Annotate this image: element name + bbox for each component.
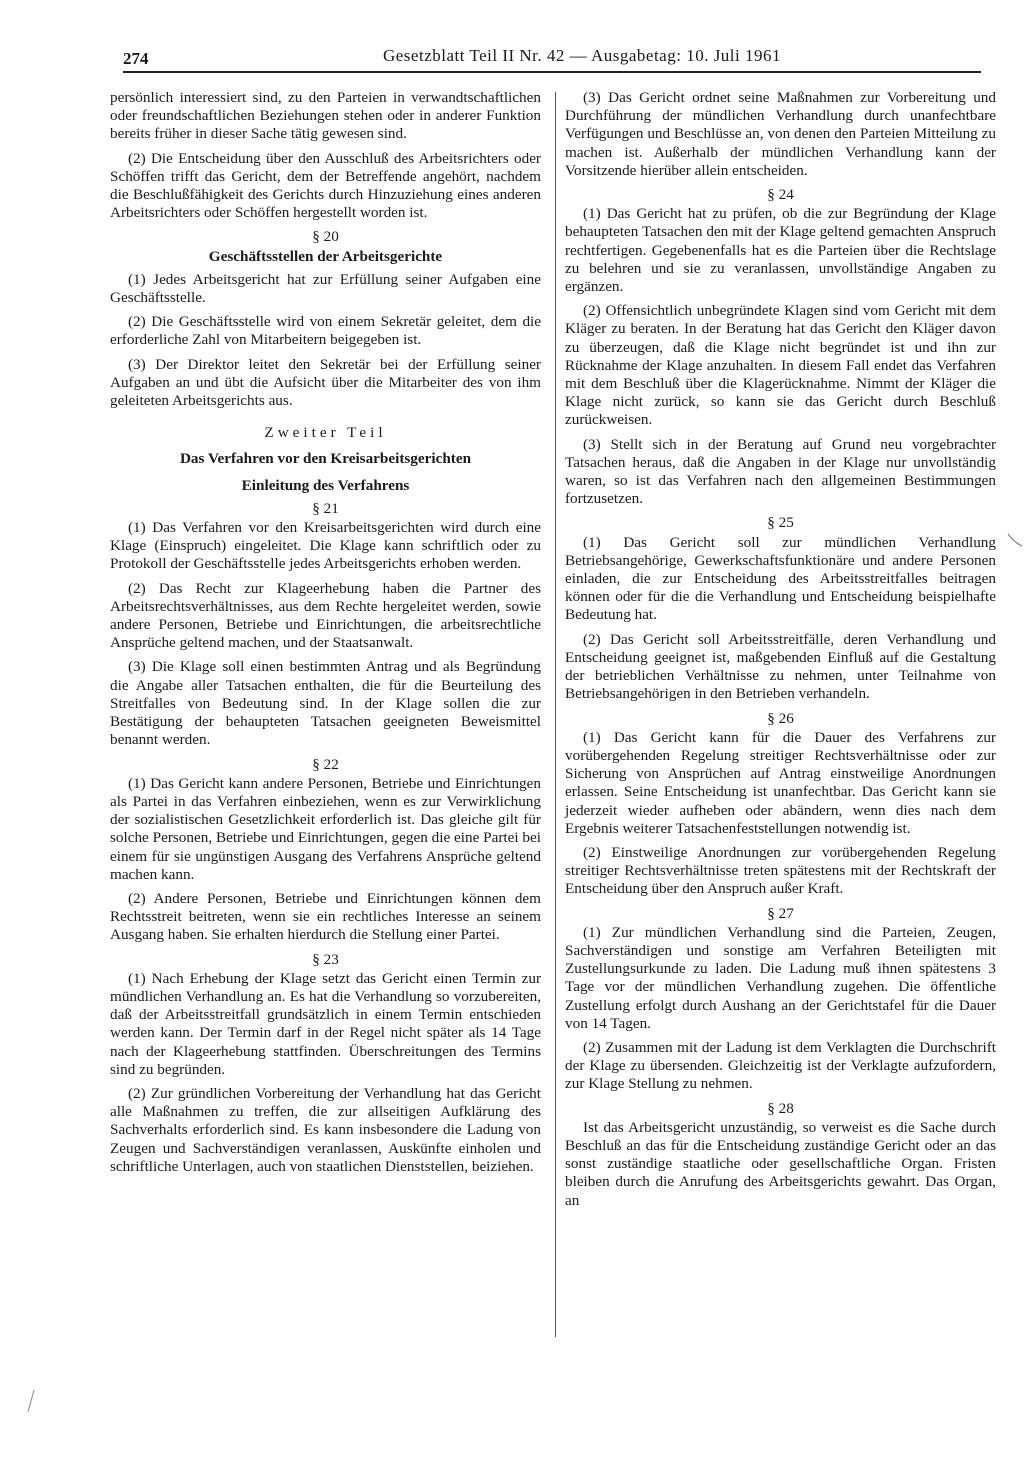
paragraph: (3) Stellt sich in der Beratung auf Grund neu vorgebrachter Tatsachen heraus, daß die Angaben in der Klage nur unvollständig waren, so ist das Verfahren nach den allgemeinen Bestimmungen fortzusetzen. bbox=[565, 435, 996, 508]
section-number: § 28 bbox=[767, 1099, 794, 1117]
section-number: § 22 bbox=[312, 755, 339, 773]
paragraph: (1) Das Verfahren vor den Kreisarbeitsgerichten wird durch eine Klage (Einspruch) eingeleitet. Die Klage kann schriftlich oder zu Protokoll der Geschäftsstelle jedes Arbeitsgerichts erhoben werden. bbox=[110, 519, 541, 573]
header-rule bbox=[123, 71, 981, 73]
paragraph: (2) Andere Personen, Betriebe und Einrichtungen können dem Rechtsstreit beitreten, wenn sie ein rechtliches Interesse an seinem Ausgang haben. Sie erhalten hierdurch die Stellung einer Partei. bbox=[110, 889, 541, 944]
paragraph: (1) Das Gericht soll zur mündlichen Verhandlung Betriebsangehörige, Gewerkschaftsfunktionäre und andere Personen einladen, die zur Entscheidung des Arbeitsstreitfalles beitragen können oder für die die Verhandlung und Entscheidung beispielhafte Bedeutung hat. bbox=[565, 533, 996, 624]
paragraph: (2) Zusammen mit der Ladung ist dem Verklagten die Durchschrift der Klage zu übersenden. Gleichzeitig ist der Verklagte aufzufordern, zur Klage Stellung zu nehmen. bbox=[565, 1038, 996, 1093]
paragraph: Ist das Arbeitsgericht unzuständig, so verweist es die Sache durch Beschluß an das für die Entscheidung zuständige Gericht oder an das sonst zuständige staatliche oder gesellschaftliche Organ. Fristen bleiben durch die Anrufung des Arbeitsgerichts gewahrt. Das Organ, an bbox=[565, 1118, 996, 1209]
paragraph: (2) Einstweilige Anordnungen zur vorübergehenden Regelung streitiger Rechtsverhältnisse treten spätestens mit der Rechtskraft der Entscheidung über den Anspruch außer Kraft. bbox=[565, 843, 996, 898]
paragraph: (2) Offensichtlich unbegründete Klagen sind vom Gericht mit dem Kläger zu beraten. In der Beratung hat das Gericht den Kläger davon zu überzeugen, daß die Klage nicht begründet ist und ihn zur Rücknahme der Klage anzuhalten. In diesem Fall endet das Verfahren mit dem Beschluß über die Klagerücknahme. Nimmt der Kläger die Klage nicht zurück, so kann sie das Gericht durch Beschluß zurückweisen. bbox=[565, 302, 996, 429]
paragraph: (2) Das Recht zur Klageerhebung haben die Partner des Arbeitsrechtsverhältnisses, aus dem Rechte hergeleitet werden, sowie andere Personen, Betriebe und Einrichtungen, die arbeitsrechtliche Ansprüche geltend machen, und der Staatsanwalt. bbox=[110, 579, 541, 652]
paragraph: (3) Die Klage soll einen bestimmten Antrag und als Begründung die Angabe aller Tatsachen enthalten, die für die Beurteilung des Streitfalles von Bedeutung sind. In der Klage sollen die zur Bestätigung der behaupteten Tatsachen geeigneten Beweismittel benannt werden. bbox=[110, 658, 541, 749]
running-title: Gesetzblatt Teil II Nr. 42 — Ausgabetag: 10. Juli 1961 bbox=[382, 46, 782, 65]
section-number: § 20 bbox=[312, 228, 339, 246]
scan-mark bbox=[26, 1388, 36, 1414]
section-number: § 23 bbox=[312, 950, 339, 968]
left-column bbox=[110, 89, 541, 1182]
paragraph: (1) Nach Erhebung der Klage setzt das Gericht einen Termin zur mündlichen Verhandlung an. Es hat die Verhandlung so vorzubereiten, daß der Arbeitsstreitfall grundsätzlich in einem Termin entschieden werden kann. Der Termin darf in der Regel nicht später als 14 Tage nach der Klageerhebung stattfinden. Überschreitungen des Termins sind zu begründen. bbox=[110, 969, 541, 1078]
paragraph: (3) Der Direktor leitet den Sekretär bei der Erfüllung seiner Aufgaben an und übt die Aufsicht über die Mitarbeiter des von ihm geleiteten Arbeitsgerichts aus. bbox=[110, 355, 541, 410]
section-number: § 27 bbox=[767, 904, 794, 922]
section-number: § 21 bbox=[312, 499, 339, 517]
paragraph: (2) Zur gründlichen Vorbereitung der Verhandlung hat das Gericht alle Maßnahmen zu treffen, die zur allseitigen Aufklärung des Sachverhalts erforderlich sind. Es kann insbesondere die Ladung von Zeugen und Sachverständigen veranlassen, Auskünfte einholen und schriftliche Unterlagen, auch von staatlichen Dienststellen, beiziehen. bbox=[110, 1084, 541, 1175]
paragraph: (2) Die Entscheidung über den Ausschluß des Arbeitsrichters oder Schöffen trifft das Gericht, dem der Betreffende angehört, nachdem die Beschlußfähigkeit des Gerichts durch Hinzuziehung eines anderen Arbeitsrichters oder Schöffen hergestellt worden ist. bbox=[110, 149, 541, 222]
part-title: Das Verfahren vor den Kreisarbeitsgerichten bbox=[179, 450, 472, 468]
column-divider bbox=[555, 92, 556, 1337]
part-heading: Zweiter Teil bbox=[264, 424, 387, 442]
paragraph: persönlich interessiert sind, zu den Parteien in verwandtschaftlichen oder freundschaftlichen Beziehungen stehen oder in anderer Funktion bereits früher in dieser Sache tätig gewesen sind. bbox=[110, 89, 541, 143]
section-number: § 26 bbox=[767, 709, 794, 727]
section-heading: Geschäftsstellen der Arbeitsgerichte bbox=[208, 247, 443, 265]
paragraph: (1) Zur mündlichen Verhandlung sind die Parteien, Zeugen, Sachverständigen und sonstige am Verfahren Beteiligten mit Zustellungsurkunde zu laden. Die Ladung muß ihnen spätestens 3 Tage vor der mündlichen Verhandlung zugehen. Die öffentliche Zustellung erfolgt durch Aushang an der Gerichtstafel für die Dauer von 14 Tagen. bbox=[565, 923, 996, 1032]
right-column bbox=[565, 89, 996, 1216]
scan-mark bbox=[1006, 532, 1024, 548]
paragraph: (1) Das Gericht kann für die Dauer des Verfahrens zur vorübergehenden Regelung streitiger Rechtsverhältnisse oder zur Sicherung von Ansprüchen auf Antrag einstweilige Anordnungen erlassen. Seine Entscheidung ist unanfechtbar. Das Gericht kann sie jederzeit wieder aufheben oder abändern, wenn dies nach dem Ergebnis weiterer Tatsachenfeststellungen notwendig ist. bbox=[565, 728, 996, 837]
paragraph: (1) Das Gericht hat zu prüfen, ob die zur Begründung der Klage behaupteten Tatsachen den mit der Klage geltend gemachten Anspruch rechtfertigen. Gegebenenfalls hat es die Parteien über die Rechtslage zu belehren und sie zu veranlassen, unvollständige Angaben zu ergänzen. bbox=[565, 205, 996, 296]
section-number: § 25 bbox=[767, 514, 794, 532]
paragraph: (3) Das Gericht ordnet seine Maßnahmen zur Vorbereitung und Durchführung der mündlichen Verhandlung durch unanfechtbare Verfügungen und Beschlüsse an, von denen den Parteien Mitteilung zu machen ist. Außerhalb der mündlichen Verhandlung kann der Vorsitzende hierüber allein entscheiden. bbox=[565, 89, 996, 179]
paragraph: (2) Das Gericht soll Arbeitsstreitfälle, deren Verhandlung und Entscheidung geeignet ist, maßgebenden Einfluß auf die Gestaltung der betrieblichen Verhältnisse zu nehmen, unter Teilnahme von Betriebsangehörigen in den Betrieben verhandeln. bbox=[565, 630, 996, 703]
page-number: 274 bbox=[123, 49, 149, 68]
paragraph: (1) Jedes Arbeitsgericht hat zur Erfüllung seiner Aufgaben eine Geschäftsstelle. bbox=[110, 270, 541, 307]
paragraph: (2) Die Geschäftsstelle wird von einem Sekretär geleitet, dem die erforderliche Zahl von Mitarbeitern beigegeben ist. bbox=[110, 313, 541, 349]
section-number: § 24 bbox=[767, 186, 794, 204]
page-header bbox=[123, 44, 981, 74]
subsection-heading: Einleitung des Verfahrens bbox=[241, 476, 410, 494]
paragraph: (1) Das Gericht kann andere Personen, Betriebe und Einrichtungen als Partei in das Verfahren einbeziehen, wenn es zur Verwirklichung der sozialistischen Gesetzlichkeit erforderlich ist. Das gleiche gilt für solche Personen, Betriebe und Einrichtungen, gegen die eine Partei bei einem für sie ungünstigen Ausgang des Verfahrens Ansprüche geltend machen kann. bbox=[110, 774, 541, 883]
